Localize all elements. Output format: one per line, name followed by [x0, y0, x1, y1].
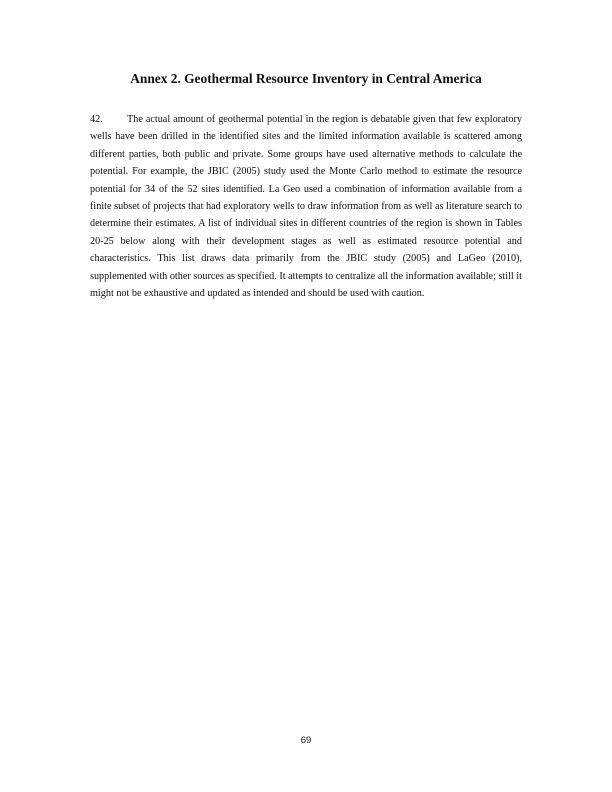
- annex-heading: Annex 2. Geothermal Resource Inventory in Central America: [130, 71, 482, 86]
- paragraph-text: The actual amount of geothermal potential in the region is debatable given that few exploratory wells have been drilled in the identified sites and the limited information available is scattered among different parties, both public and private. Some groups have used alternative methods to calculate the potential. For example, the JBIC (2005) study used the Monte Carlo method to estimate the resource potential for 34 of the 52 sites identified. La Geo used a combination of information available from a finite subset of projects that had exploratory wells to draw information from as well as literature search to determine their estimates. A list of individual sites in different countries of the region is shown in Tables 20-25 below along with their development stages as well as estimated resource potential and characteristics. This list draws data primarily from the JBIC study (2005) and LaGeo (2010), supplemented with other sources as specified. It attempts to centralize all the information available; still it might not be exhaustive and updated as intended and should be used with caution.: [90, 114, 522, 300]
- body-paragraph: [90, 111, 522, 302]
- paragraph-number: 42.: [90, 114, 103, 125]
- page-number: 69: [300, 735, 312, 746]
